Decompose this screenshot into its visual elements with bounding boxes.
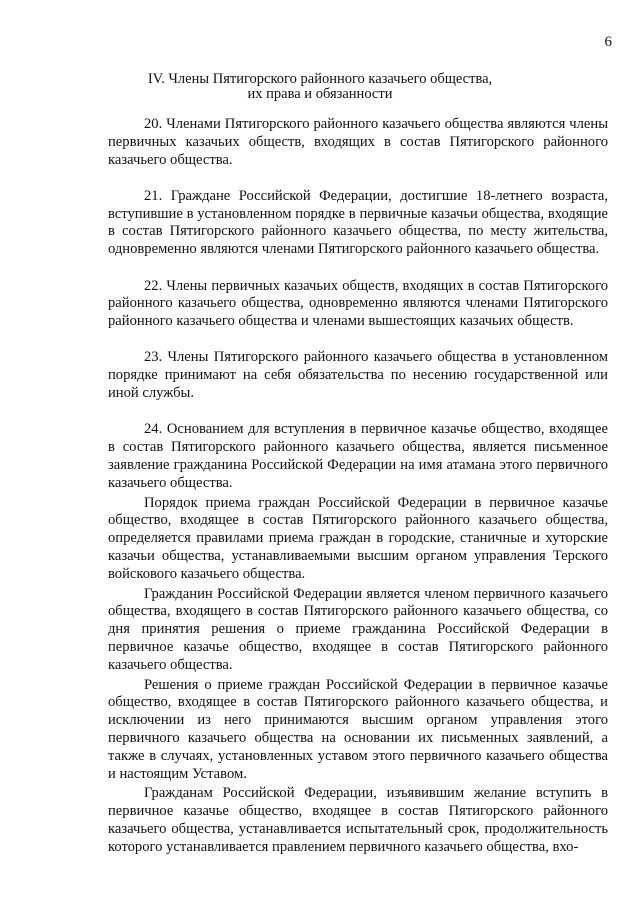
paragraph-22: 22. Члены первичных казачьих обществ, входящих в состав Пятигорского районного казачьего общества, одновременно являются членами Пятигорского районного казачьего общества и членами вышестоящих казачьих обществ.: [108, 277, 608, 330]
section-title-line-2: их права и обязанности: [247, 86, 393, 102]
page-number: 6: [604, 34, 612, 50]
section-title-line-1: IV. Члены Пятигорского районного казачьего общества,: [147, 71, 493, 87]
section-heading: [110, 72, 530, 102]
paragraph-23: 23. Члены Пятигорского районного казачьего общества в установленном порядке принимают на себя обязательства по несению государственной или иной службы.: [108, 349, 608, 402]
paragraph-admission-decisions: Решения о приеме граждан Российской Федерации в первичное казачье общество, входящее в состав Пятигорского районного казачьего общества, и исключении из него принимаются высшим органом управления этого первичного казачьего общества на основании их письменных заявлений, а также в случаях, установленных уставом этого первичного казачьего общества и настоящим Уставом.: [108, 676, 608, 782]
paragraph-20: 20. Членами Пятигорского районного казачьего общества являются члены первичных казачьих обществ, входящих в состав Пятигорского районного казачьего общества.: [108, 116, 608, 168]
paragraph-24: 24. Основанием для вступления в первичное казачье общество, входящее в состав Пятигорского районного казачьего общества, является письменное заявление гражданина Российской Федерации на имя атамана этого первичного казачьего общества.: [108, 421, 608, 491]
paragraph-admission-procedure: Порядок приема граждан Российской Федерации в первичное казачье общество, входящее в состав Пятигорского районного казачьего общества, определяется правилами приема граждан в городские, станичные и хуторские казачьи общества, устанавливаемыми высшим органом управления Терского войскового казачьего общества.: [108, 494, 608, 582]
paragraph-21: 21. Граждане Российской Федерации, достигшие 18-летнего возраста, вступившие в установленном порядке в первичные казачьи общества, входящие в состав Пятигорского районного казачьего общества, по месту жительства, одновременно являются членами Пятигорского районного казачьего общества.: [108, 187, 608, 258]
document-body: [108, 116, 608, 856]
paragraph-membership-start: Гражданин Российской Федерации является членом первичного казачьего общества, входящего в состав Пятигорского районного казачьего общества, со дня принятия решения о приеме гражданина Российской Федерации в первичное казачье общество, входящее в состав Пятигорского районного казачьего общества.: [108, 585, 608, 673]
paragraph-probation-period: Гражданам Российской Федерации, изъявившим желание вступить в первичное казачье общество, входящее в состав Пятигорского районного казачьего общества, устанавливается испытательный срок, продолжительность которого устанавливается правлением первичного казачьего общества, вхо-: [108, 785, 608, 855]
